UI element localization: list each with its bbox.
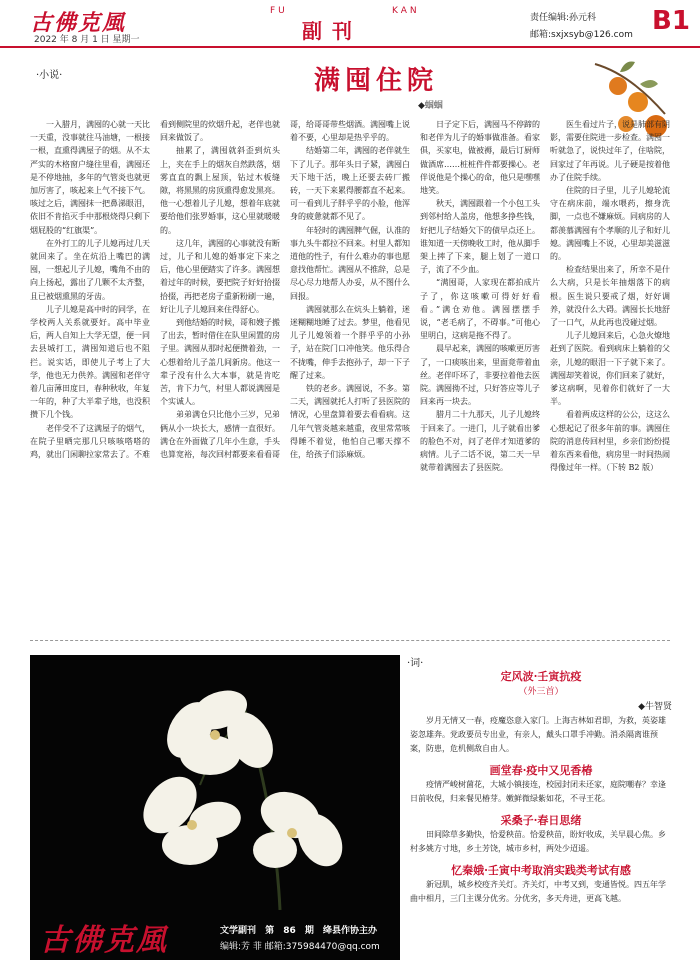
issue-line: 文学副刊 第 86 期 绛县作协主办: [220, 926, 378, 936]
poem-subtitle: （外三首）: [518, 687, 564, 697]
section-divider: [30, 640, 670, 641]
poem-text: 田间除草多勤快，恰爱秧苗。恰爱秧苗，盼好收成，关早晨心焦。乡村多姚方寸地，乡土芳饶，城市乡村，两处少迢遥。: [410, 830, 666, 853]
poem-item: [410, 668, 672, 756]
article-paragraph: 抽累了，满囤就斜歪到炕头上，夹在手上的烟灰自然跌落，烟雾直直的飘上屋顶，钻过木板缝隙，将黑黑的房顶熏得愈发黑亮。他一心想着儿子儿媳，想着年底就要给他们张罗婚事，这心里就暖暖的。: [160, 146, 280, 235]
article-paragraph: 年轻时的满囤脾气倔，认准的事九头牛都拉不回来。村里人都知道他的性子，有什么难办的事也愿意找他帮忙。满囤从不推辞，总是尽心尽力地帮人办妥，从不图什么回报。: [290, 225, 410, 301]
masthead: [0, 0, 700, 48]
poem-author: ◆牛智贤: [638, 702, 672, 712]
supplement-logo: 古佛克風: [40, 923, 168, 958]
page-number: B1: [652, 6, 690, 36]
article-title: 满囤住院: [314, 66, 439, 96]
responsible-editor: 责任编辑:孙元科: [530, 13, 597, 23]
poem-item: [410, 862, 672, 906]
article-paragraph: 到他结婚的时候，哥和嫂子搬了出去，暂时借住在队里闲置的房子里。满囤从那时起便攒着劲，一心想着给儿子盖几间新房。他这一辈子没有什么大本事，就是肯吃苦，肯下力气，村里人都说满囤是个实诚人。: [160, 318, 280, 407]
poem-title: 忆秦娥·壬寅中考取消实践类考试有感: [451, 864, 631, 877]
poem-item: [410, 812, 672, 856]
poem-text: 新冠肌，城乡校疫齐关灯。齐关灯，中考又到，变通皆悦。四五年学曲中相月，三门主课分优劣。分优劣，多天舟进，更高飞越。: [410, 880, 666, 903]
article-paragraph: 结婚第二年，满囤的老伴就生下了儿子。那年头日子紧，满囤白天下地干活，晚上还要去砖厂搬砖，一天下来累得腰都直不起来。可一看到儿子胖乎乎的小脸，他浑身的疲惫就都不见了。: [290, 146, 410, 222]
orchid-illustration: [30, 655, 400, 910]
article-genre-tag: ·小说·: [36, 70, 63, 81]
section-title: 副刊: [302, 19, 362, 43]
orchid-photo: [30, 655, 400, 960]
article-paragraph: 住院的日子里，儿子儿媳轮流守在病床前，端水喂药，擦身洗脚，一点也不嫌麻烦。同病房的人都羡慕满囤有个孝顺的儿子和好儿媳。满囤嘴上不说，心里却美滋滋的。: [550, 186, 670, 262]
article-paragraph: 医生看过片子，说是肺部有阴影，需要住院进一步检查。满囤一听就急了，说快过年了，住啥院，回家过了年再说。儿子硬是按着他办了住院手续。: [550, 120, 670, 182]
article-paragraph: 满囤就那么在炕头上躺着，迷迷糊糊地睡了过去。梦里，他看见儿子儿媳领着一个胖乎乎的小孙子，站在院门口冲他笑。他乐得合不拢嘴，伸手去抱孙子，却一下子醒了过来。: [290, 304, 410, 380]
issue-date: 2022 年 8 月 1 日 星期一: [34, 35, 140, 45]
poem-title: 画堂春·疫中又见香椿: [489, 764, 593, 777]
pinyin-right: KAN: [392, 6, 420, 16]
article-paragraph: 腊月二十九那天，儿子儿媳终于回来了。一进门，儿子就看出爹的脸色不对，问了老伴才知道爹的病情。儿子二话不说，第二天一早就带着满囤去了县医院。: [420, 410, 540, 473]
poem-text: 疫情严峻树菌花，大城小镇接连，校园封闭未还家，庭院嘲春？幸逢日前收倪，归来餐见椿芽。嫩鲜微绿紫如花，不寻王花。: [410, 780, 666, 803]
poems-column: [407, 650, 672, 965]
poem-item: [410, 762, 672, 806]
article-paragraph: 秋天，满囤跟着一个小包工头到邻村给人盖房，他想多挣些钱，好把儿子结婚欠下的债早点还上。谁知道一天傍晚收工时，他从脚手架上摔了下来，腿上划了一道口子，流了不少血。: [420, 199, 540, 275]
poems-genre-tag: ·词·: [407, 658, 424, 669]
poem-text: 岁月无情又一春，疫魔恣意入家门。上海吉林如君即，为救，英姿雄姿忽雄奔。党政要员专出业，有亲人，戴头口罩手冲勤。消杀隔离谁预案，防患，危机侧敌自由人。: [410, 716, 666, 753]
article-paragraph: “满囤哥，人家现在都拍成片子了，你这咳嗽可得好好看看。”满仓劝他。满囤摆摆手说，“老毛病了，不碍事。”可他心里明白，这病是拖不得了。: [420, 278, 540, 341]
pinyin-left: FU: [270, 6, 288, 16]
article-paragraph: 老伴受不了这满屋子的烟气，在院子里晒完那几只咳咳嗒嗒的鸡，就出门闲聊拉家常去了。不难看到侧院里的炊烟升起，老伴也就回来做饭了。: [30, 120, 280, 460]
article-paragraph: 看着两成这样的公公，这这么心想起记了很多年前的事。满囤住院的消息传回村里，乡亲们纷纷提着东西来看他，病房里一时间热闹得像过年一样。（下转 B2 版）: [550, 410, 670, 473]
editor-email: 邮箱:sxjxsyb@126.com: [530, 30, 633, 40]
article-paragraph: 这几年，满囤的心事就没有断过，儿子和儿媳的婚事定下来之后，他心里便踏实了许多。满囤想着过年的时候，要把院子好好拾掇拾掇，再把老房子重新粉刷一遍，好让儿子儿媳回来住得舒心。: [160, 238, 280, 314]
article-paragraph: 检查结果出来了，所幸不是什么大病，只是长年抽烟落下的病根。医生说只要戒了烟，好好调养，就没什么大碍。满囤长长地舒了一口气，从此再也没碰过烟。: [550, 265, 670, 328]
article-body: [30, 118, 670, 628]
article-paragraph: 在外打工的儿子儿媳再过几天就回来了。坐在炕沿上嘴巴的满囤，一想起儿子儿媳，嘴角不由的向上扬起，露出了几颗不太齐整，且已被烟熏黑的牙齿。: [30, 238, 150, 301]
article-paragraph: 一入腊月，满囤的心就一天比一天重，没事就往马油塘，一根接一根，直熏得满屋子的烟。从不太严实的木格窗户缝往里看，满囤还是不停地抽，多年的气管炎也就更加厉害了，咳起来上气不接下气。咳过之后，满囤抹一把鼻涕眼泪，依旧不肯掐灭手中那根烧得只剩下烟屁股的“红旗渠”。: [30, 120, 150, 235]
article-paragraph: 弟弟满仓只比他小三岁，兄弟俩从小一块长大，感情一直很好。满仓在外面做了几年小生意，手头也算宽裕，每次回村都要来看看哥哥，给哥哥带些烟酒。满囤嘴上说着不要，心里却是热乎乎的。: [160, 120, 410, 460]
article-paragraph: 儿子儿媳回来后，心急火燎地赶到了医院。看到病床上躺着的父亲，儿媳的眼泪一下子就下来了。满囤却笑着说，你们回来了就好，爹这病啊，见着你们就好了一大半。: [550, 331, 670, 407]
newspaper-logo: 古佛克風: [30, 10, 127, 36]
poem-list: [410, 668, 672, 912]
article-paragraph: 日子定下后，满囤马不停蹄的和老伴为儿子的婚事做准备。看家俱，买家电，做被褥，最后订厨师做酒席……桩桩件件都要操心。老伴说他是个操心的命，他只是嘿嘿地笑。: [420, 120, 540, 196]
main-article: [30, 52, 670, 632]
poem-title: 采桑子·春日思绪: [500, 814, 582, 827]
issue-editor-line: 编辑:芳 菲 邮箱:375984470@qq.com: [220, 942, 380, 952]
poem-title: 定风波·壬寅抗疫: [500, 670, 582, 683]
article-author: ◆蝈蝈: [418, 101, 443, 111]
article-paragraph: 儿子儿媳是高中时的同学，在学校两人关系就要好。高中毕业后，两人自知上大学无望，便一同去县城打工，满囤知道后也不阻拦。说实话，即使儿子考上了大学，他也无力供养。满囤和老伴守着几亩薄田度日，春种秋收，年复一年的，种了大半辈子地，也没积攒下几个钱。: [30, 304, 150, 420]
article-paragraph: 铁的老乡。满囤说，不多。第二天，满囤就托人打听了县医院的情况，心里盘算着要去看看病。这几年气管炎越来越重，夜里常常咳得睡不着觉，他怕自己哪天撑不住，给孩子们添麻烦。: [290, 384, 410, 460]
article-paragraph: 晨早起来，满囤的咳嗽更厉害了，一口痰咳出来，里面竟带着血丝。老伴吓坏了，非要拉着他去医院。满囤拗不过，只好答应等儿子回来再一块去。: [420, 344, 540, 407]
